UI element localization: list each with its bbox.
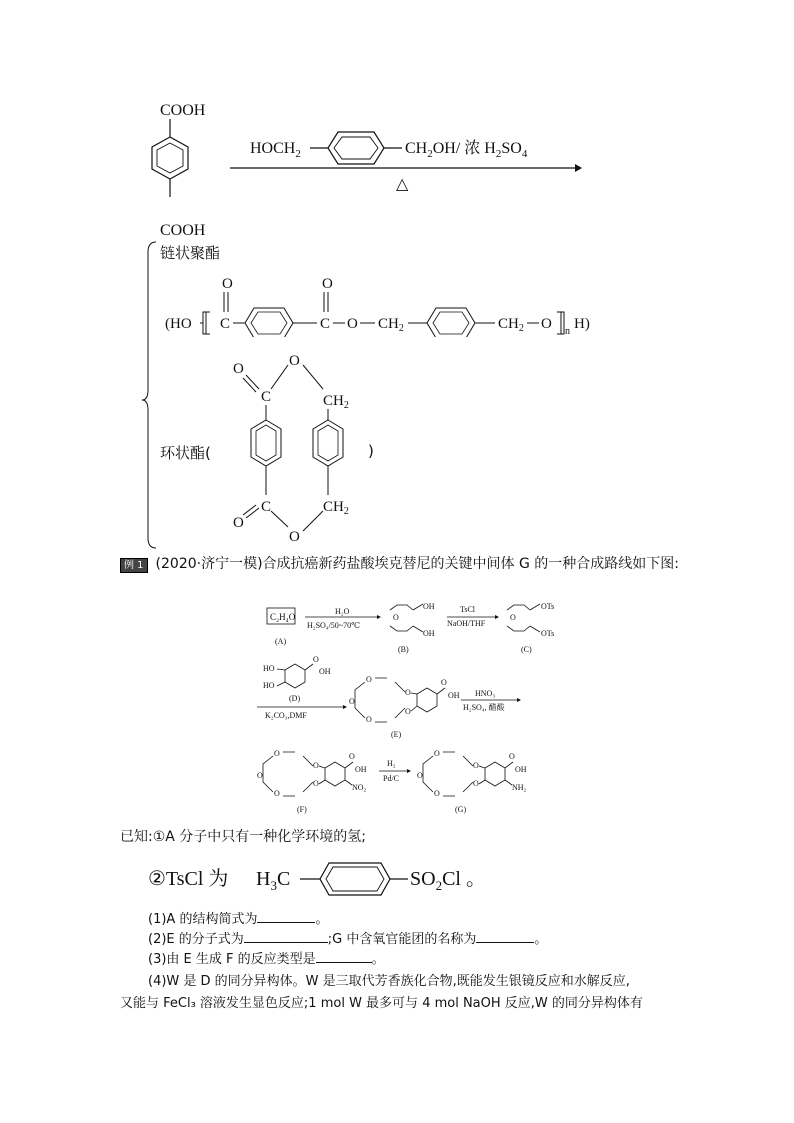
chain-ester-label: 链状聚酯 [160,244,221,262]
g-oh: OH [515,765,527,774]
oh-group: OH [423,602,435,611]
f-carbonyl-o: O [349,752,355,761]
example-text: (2020·济宁一模)合成抗癌新药盐酸埃克替尼的关键中间体 G 的一种合成路线如下图: [155,556,680,572]
atom-o: O [473,779,479,788]
ring-o-top: O [289,353,300,369]
oh-group: OH [423,629,435,638]
q2-blank-1[interactable] [244,930,328,943]
question-2 [148,930,547,950]
known-line-1: 已知:①A 分子中只有一种化学环境的氢; [120,829,367,845]
q1-blank[interactable] [257,910,315,923]
compound-g-label: (G) [455,805,467,814]
question-4-line-1: (4)W 是 D 的同分异构体。W 是三取代芳香族化合物,既能发生银镜反应和水解反应, [148,974,630,989]
carbonyl-c: C [320,316,331,332]
f-no2: NO₂ [352,783,367,792]
example-paragraph [120,553,680,575]
compound-g-ring [485,762,505,786]
ots-group: OTs [541,629,555,638]
tscl-definition [148,862,228,891]
product-brace [140,240,160,550]
step1-reagent: H₂O [335,607,350,616]
ch2-a: $CH_2$ [378,316,404,334]
compound-f-label: (F) [297,805,307,814]
compound-f-crown [263,752,313,796]
step5-reagent: H₂ [387,759,396,768]
benzene-ring [313,420,343,466]
ring-o-bottom: O [289,529,300,545]
repeat-n: n [565,326,570,337]
ester-o-end: O [541,316,552,332]
chain-polyester-structure [165,272,615,337]
heat-symbol: △ [396,176,409,193]
h3c-group: $H_3C$ [256,868,291,893]
carbonyl-c-top: C [261,389,272,405]
atom-o: O [313,761,319,770]
step4-reagent: HNO₃ [475,689,496,698]
atom-o: O [405,707,411,716]
atom-o: O [434,749,440,758]
reagent-hoch2: $HOCH_2$ [250,140,301,160]
compound-g-crown [423,752,473,796]
ring-ch2-top: $CH_2$ [323,393,349,411]
compound-c-label: (C) [521,645,532,654]
question-1 [148,910,328,930]
q2-text: (2)E 的分子式为 [148,932,244,947]
compound-e-crown [355,678,405,722]
tscl-prefix: ②TsCl 为 [148,868,229,890]
q2-blank-2[interactable] [476,930,534,943]
carbonyl-o: O [222,276,233,292]
step3-condition: K₂CO₃,DMF [265,711,307,720]
q2-mid: ;G 中含氧官能团的名称为 [327,932,477,947]
chain-ho: (HO [165,316,192,332]
atom-o: O [274,749,280,758]
q3-text: (3)由 E 生成 F 的反应类型是 [148,952,316,967]
atom-o: O [434,789,440,798]
carbonyl-o-top: O [233,361,244,377]
step1-condition: H₂SO₄/50~70℃ [307,621,361,630]
tscl-structure [250,855,490,901]
ring-ester-label: 环状酯( [160,444,211,462]
benzene-ring [251,420,281,466]
carbonyl-c-bottom: C [261,499,272,515]
g-nh2: NH₂ [512,783,527,792]
benzene-ring [320,863,390,895]
compound-e-label: (E) [391,730,402,739]
atom-o: O [257,771,263,780]
ots-group: OTs [541,602,555,611]
top-reaction-scheme [120,95,600,245]
q3-blank[interactable] [316,950,372,963]
q3-end: 。 [371,952,385,967]
ester-o: O [347,316,358,332]
carbonyl-o-bottom: O [233,515,244,531]
d-carbonyl-o: O [313,655,319,664]
step2-condition: NaOH/THF [447,619,486,628]
q1-text: (1)A 的结构简式为 [148,912,258,927]
reactant-cooh-bottom: COOH [160,222,206,239]
reagent-ch2oh-acid: $CH_2OH/$ 浓 $H_2SO_4$ [405,140,528,160]
step5-condition: Pd/C [383,774,400,783]
chain-h-end: H) [574,316,590,332]
d-ho-bottom: HO [263,681,275,690]
g-carbonyl-o: O [509,752,515,761]
carbonyl-o: O [322,276,333,292]
atom-o: O [417,771,423,780]
question-4-line-2: 又能与 FeCl₃ 溶液发生显色反应;1 mol W 最多可与 4 mol NaOH 反应,W 的同分异构体有 [120,996,643,1011]
compound-e-ring [417,688,437,712]
cyclic-ester-structure [225,345,375,545]
q1-end: 。 [315,912,329,927]
atom-o: O [510,613,516,622]
question-3 [148,950,385,970]
reactant-cooh-top: COOH [160,102,206,119]
atom-o: O [313,779,319,788]
atom-o: O [366,675,372,684]
atom-o: O [366,715,372,724]
d-ho-top: HO [263,664,275,673]
compound-f-ring [325,762,345,786]
ring-ch2-bottom: $CH_2$ [323,499,349,517]
atom-o: O [405,688,411,697]
ring-ester-close: ) [368,442,374,460]
ch2-b: $CH_2$ [498,316,524,334]
compound-a-formula: C₂H₄O [270,612,296,622]
so2cl-group: $SO_2Cl$ 。 [410,868,486,893]
atom-o: O [349,697,355,706]
carbonyl-c: C [220,316,231,332]
atom-o: O [274,789,280,798]
atom-o: O [473,761,479,770]
q2-end: 。 [534,932,548,947]
compound-a-label: (A) [275,637,287,646]
step2-reagent: TsCl [460,605,475,614]
e-oh: OH [448,691,460,700]
f-oh: OH [355,765,367,774]
compound-b-label: (B) [398,645,409,654]
step4-condition: H₂SO₄, 醋酸 [463,703,505,712]
compound-d-ring [285,664,305,688]
example-tag: 例 1 [120,558,148,573]
e-carbonyl-o: O [441,678,447,687]
d-oh: OH [319,667,331,676]
synthesis-scheme [255,600,585,815]
compound-d-label: (D) [289,694,301,703]
atom-o: O [393,613,399,622]
